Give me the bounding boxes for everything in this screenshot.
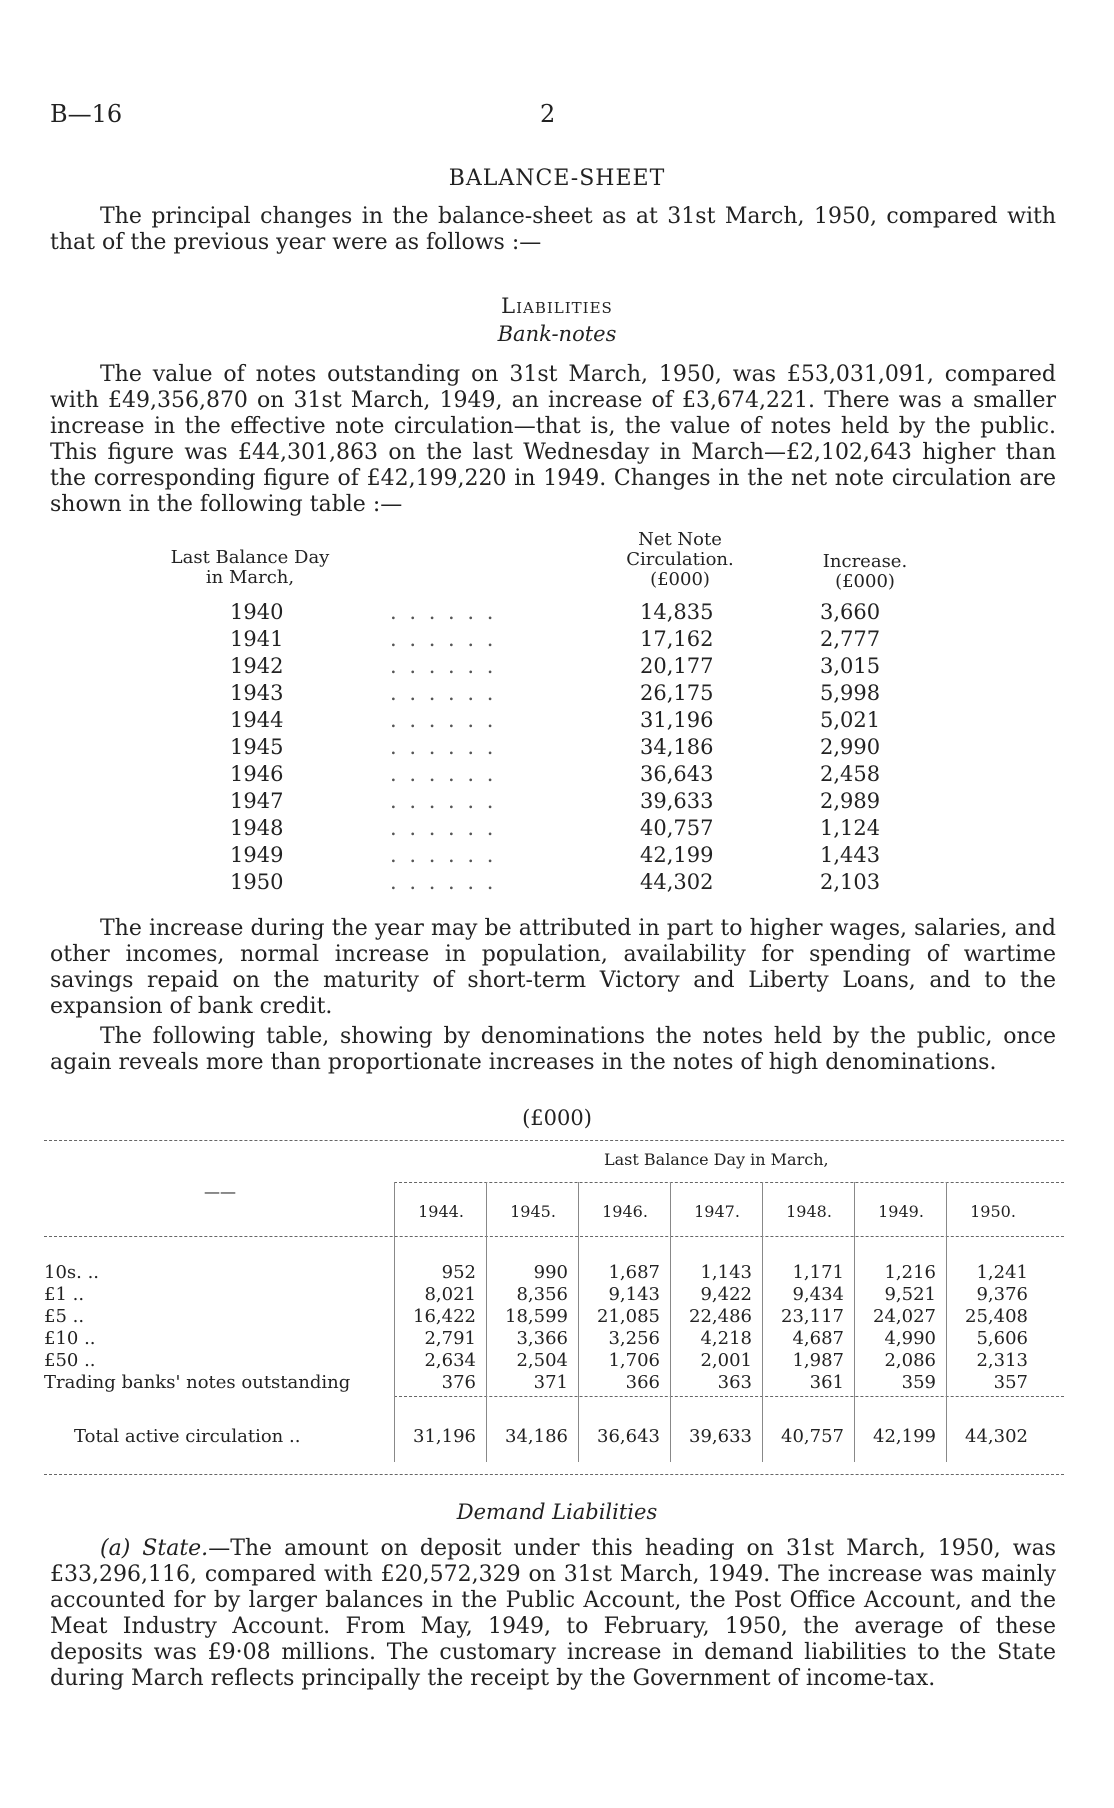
column-divider (394, 1182, 395, 1462)
net-table-net: 36,643 (640, 762, 714, 786)
denomination-value: 25,408 (965, 1306, 1028, 1327)
denomination-value: 16,422 (413, 1306, 476, 1327)
net-table-increase: 2,989 (820, 789, 881, 813)
following-paragraph (50, 1024, 1056, 1076)
net-table-net: 17,162 (640, 627, 714, 651)
net-table-leader: . . . . . . (390, 789, 497, 813)
intro-text: The principal changes in the balance-sheet as at 31st March, 1950, compared with that of the previous year were as follows :— (50, 204, 1056, 255)
net-table-row (140, 762, 940, 789)
net-table-net: 34,186 (640, 735, 714, 759)
net-table-row (140, 843, 940, 870)
year-column-header: 1944. (418, 1202, 464, 1221)
denomination-value: 990 (533, 1262, 568, 1283)
net-table-year: 1948 (230, 816, 284, 840)
banknotes-heading: Bank-notes (497, 322, 617, 346)
net-table-net: 14,835 (640, 600, 714, 624)
denomination-value: 1,706 (608, 1350, 660, 1371)
state-text: —The amount on deposit under this heading on 31st March, 1950, was £33,296,116, compared with £20,572,329 on 31st March, 1949. The increase was mainly accounted for by larger balances in the Public Account, the Post Office Account, and the Meat Industry Account. From May, 1949, to February, 1950, the average of these deposits was £9·08 millions. The customary increase in demand liabilities to the State during March reflects principally the receipt by the Government of income-tax. (50, 1536, 1056, 1691)
year-column-header: 1947. (694, 1202, 740, 1221)
net-table-increase: 3,660 (820, 600, 881, 624)
net-table-net: 20,177 (640, 654, 714, 678)
total-top-rule (394, 1396, 1064, 1397)
column-divider (670, 1182, 671, 1462)
denomination-value: 3,256 (608, 1328, 660, 1349)
denomination-value: 5,606 (976, 1328, 1028, 1349)
net-table-net: 44,302 (640, 870, 714, 894)
denomination-value: 23,117 (781, 1306, 844, 1327)
denomination-value: 24,027 (873, 1306, 936, 1327)
denomination-value: 9,143 (608, 1284, 660, 1305)
net-table-col3-header: Increase. (£000) (822, 551, 908, 592)
total-value: 40,757 (781, 1426, 844, 1447)
net-table-row (140, 708, 940, 735)
net-table-leader: . . . . . . (390, 654, 497, 678)
net-table-increase: 1,443 (820, 843, 881, 867)
denomination-value: 9,422 (700, 1284, 752, 1305)
denomination-value: 22,486 (689, 1306, 752, 1327)
net-table-row (140, 816, 940, 843)
liabilities-heading: Liabilities (501, 294, 613, 318)
denomination-label: Trading banks' notes outstanding (44, 1372, 351, 1393)
denomination-value: 1,987 (792, 1350, 844, 1371)
denomination-value: 2,504 (516, 1350, 568, 1371)
denomination-value: 1,171 (792, 1262, 844, 1283)
year-column-header: 1950. (970, 1202, 1016, 1221)
net-table-leader: . . . . . . (390, 600, 497, 624)
total-value: 34,186 (505, 1426, 568, 1447)
net-table-row (140, 789, 940, 816)
table-bottom-rule (44, 1474, 1064, 1475)
group-header-rule (394, 1182, 1064, 1183)
net-table-net: 40,757 (640, 816, 714, 840)
denomination-label: £5 .. (44, 1306, 85, 1327)
net-table-year: 1945 (230, 735, 284, 759)
net-table-leader: . . . . . . (390, 816, 497, 840)
denomination-value: 4,990 (884, 1328, 936, 1349)
page-header (50, 100, 1064, 134)
year-column-header: 1948. (786, 1202, 832, 1221)
net-table-increase: 5,021 (820, 708, 881, 732)
net-table-leader: . . . . . . (390, 627, 497, 651)
denomination-value: 376 (441, 1372, 476, 1393)
table-unit-label: (£000) (522, 1106, 592, 1130)
net-table-leader: . . . . . . (390, 762, 497, 786)
net-table-increase: 5,998 (820, 681, 881, 705)
denomination-label: £50 .. (44, 1350, 96, 1371)
net-table-leader: . . . . . . (390, 735, 497, 759)
net-table-row (140, 654, 940, 681)
denomination-value: 8,021 (424, 1284, 476, 1305)
denomination-value: 2,313 (976, 1350, 1028, 1371)
denomination-value: 357 (993, 1372, 1028, 1393)
denomination-value: 3,366 (516, 1328, 568, 1349)
column-divider (578, 1182, 579, 1462)
net-table-net: 31,196 (640, 708, 714, 732)
total-value: 31,196 (413, 1426, 476, 1447)
column-divider (762, 1182, 763, 1462)
section-title: BALANCE-SHEET (448, 166, 666, 191)
document-reference: B—16 (50, 100, 123, 128)
net-table-leader: . . . . . . (390, 870, 497, 894)
net-table-net: 39,633 (640, 789, 714, 813)
denomination-label: 10s. .. (44, 1262, 100, 1283)
denomination-value: 359 (901, 1372, 936, 1393)
net-table-year: 1950 (230, 870, 284, 894)
total-value: 44,302 (965, 1426, 1028, 1447)
net-table-leader: . . . . . . (390, 681, 497, 705)
year-column-header: 1946. (602, 1202, 648, 1221)
net-table-row (140, 681, 940, 708)
denomination-value: 361 (809, 1372, 844, 1393)
year-column-header: 1945. (510, 1202, 556, 1221)
net-table-year: 1949 (230, 843, 284, 867)
column-divider (854, 1182, 855, 1462)
total-label: Total active circulation .. (74, 1426, 301, 1447)
denomination-value: 371 (533, 1372, 568, 1393)
denomination-value: 2,791 (424, 1328, 476, 1349)
demand-liabilities-heading: Demand Liabilities (456, 1500, 658, 1524)
net-table-year: 1944 (230, 708, 284, 732)
denomination-value: 952 (441, 1262, 476, 1283)
state-paragraph (50, 1536, 1056, 1692)
denomination-value: 1,216 (884, 1262, 936, 1283)
denomination-value: 366 (625, 1372, 660, 1393)
net-table-year: 1940 (230, 600, 284, 624)
denomination-value: 18,599 (505, 1306, 568, 1327)
increase-text: The increase during the year may be attributed in part to higher wages, salaries, and other incomes, normal increase in population, availability for spending of wartime savings repaid on the maturity of short-term Victory and Liberty Loans, and to the expansion of bank credit. (50, 916, 1056, 1019)
net-table-increase: 2,103 (820, 870, 881, 894)
net-table-row (140, 627, 940, 654)
increase-paragraph (50, 916, 1056, 1020)
denomination-value: 4,687 (792, 1328, 844, 1349)
denomination-value: 9,376 (976, 1284, 1028, 1305)
net-table-year: 1942 (230, 654, 284, 678)
column-divider (946, 1182, 947, 1462)
net-table-row (140, 600, 940, 627)
group-header: Last Balance Day in March, (604, 1150, 829, 1169)
column-divider (486, 1182, 487, 1462)
stub-dash: —— (204, 1182, 236, 1201)
net-table-increase: 2,990 (820, 735, 881, 759)
net-table-col2-header: Net Note Circulation. (£000) (626, 529, 734, 590)
header-bottom-rule (44, 1236, 1064, 1237)
banknotes-paragraph (50, 362, 1056, 518)
page-number: 2 (540, 100, 556, 128)
total-value: 42,199 (873, 1426, 936, 1447)
intro-paragraph (50, 204, 1056, 256)
denomination-value: 1,687 (608, 1262, 660, 1283)
denomination-value: 2,001 (700, 1350, 752, 1371)
net-table-increase: 2,458 (820, 762, 881, 786)
total-value: 36,643 (597, 1426, 660, 1447)
denomination-label: £10 .. (44, 1328, 96, 1349)
denomination-value: 21,085 (597, 1306, 660, 1327)
banknotes-text: The value of notes outstanding on 31st March, 1950, was £53,031,091, compared with £49,356,870 on 31st March, 1949, an increase of £3,674,221. There was a smaller increase in the effective note circulation—that is, the value of notes held by the public. This figure was £44,301,863 on the last Wednesday in March—£2,102,643 higher than the corresponding figure of £42,199,220 in 1949. Changes in the net note circulation are shown in the following table :— (50, 362, 1056, 517)
denomination-value: 1,241 (976, 1262, 1028, 1283)
denomination-value: 363 (717, 1372, 752, 1393)
denomination-value: 2,634 (424, 1350, 476, 1371)
denomination-value: 1,143 (700, 1262, 752, 1283)
following-text: The following table, showing by denominations the notes held by the public, once again reveals more than proportionate increases in the notes of high denominations. (50, 1024, 1056, 1075)
net-table-net: 26,175 (640, 681, 714, 705)
denomination-value: 4,218 (700, 1328, 752, 1349)
net-table-year: 1947 (230, 789, 284, 813)
net-table-leader: . . . . . . (390, 708, 497, 732)
denomination-value: 9,521 (884, 1284, 936, 1305)
denomination-label: £1 .. (44, 1284, 85, 1305)
net-table-net: 42,199 (640, 843, 714, 867)
net-table-increase: 3,015 (820, 654, 881, 678)
net-table-increase: 1,124 (820, 816, 881, 840)
denomination-value: 8,356 (516, 1284, 568, 1305)
net-table-year: 1941 (230, 627, 284, 651)
net-table-leader: . . . . . . (390, 843, 497, 867)
table-top-rule (44, 1140, 1064, 1141)
net-table-col1-header: Last Balance Day in March, (170, 547, 330, 588)
year-column-header: 1949. (878, 1202, 924, 1221)
net-table-row (140, 735, 940, 762)
net-table-year: 1946 (230, 762, 284, 786)
denomination-value: 2,086 (884, 1350, 936, 1371)
denomination-value: 9,434 (792, 1284, 844, 1305)
net-table-row (140, 870, 940, 897)
state-label: (a) State. (100, 1536, 209, 1561)
net-table-year: 1943 (230, 681, 284, 705)
net-table-increase: 2,777 (820, 627, 881, 651)
total-value: 39,633 (689, 1426, 752, 1447)
